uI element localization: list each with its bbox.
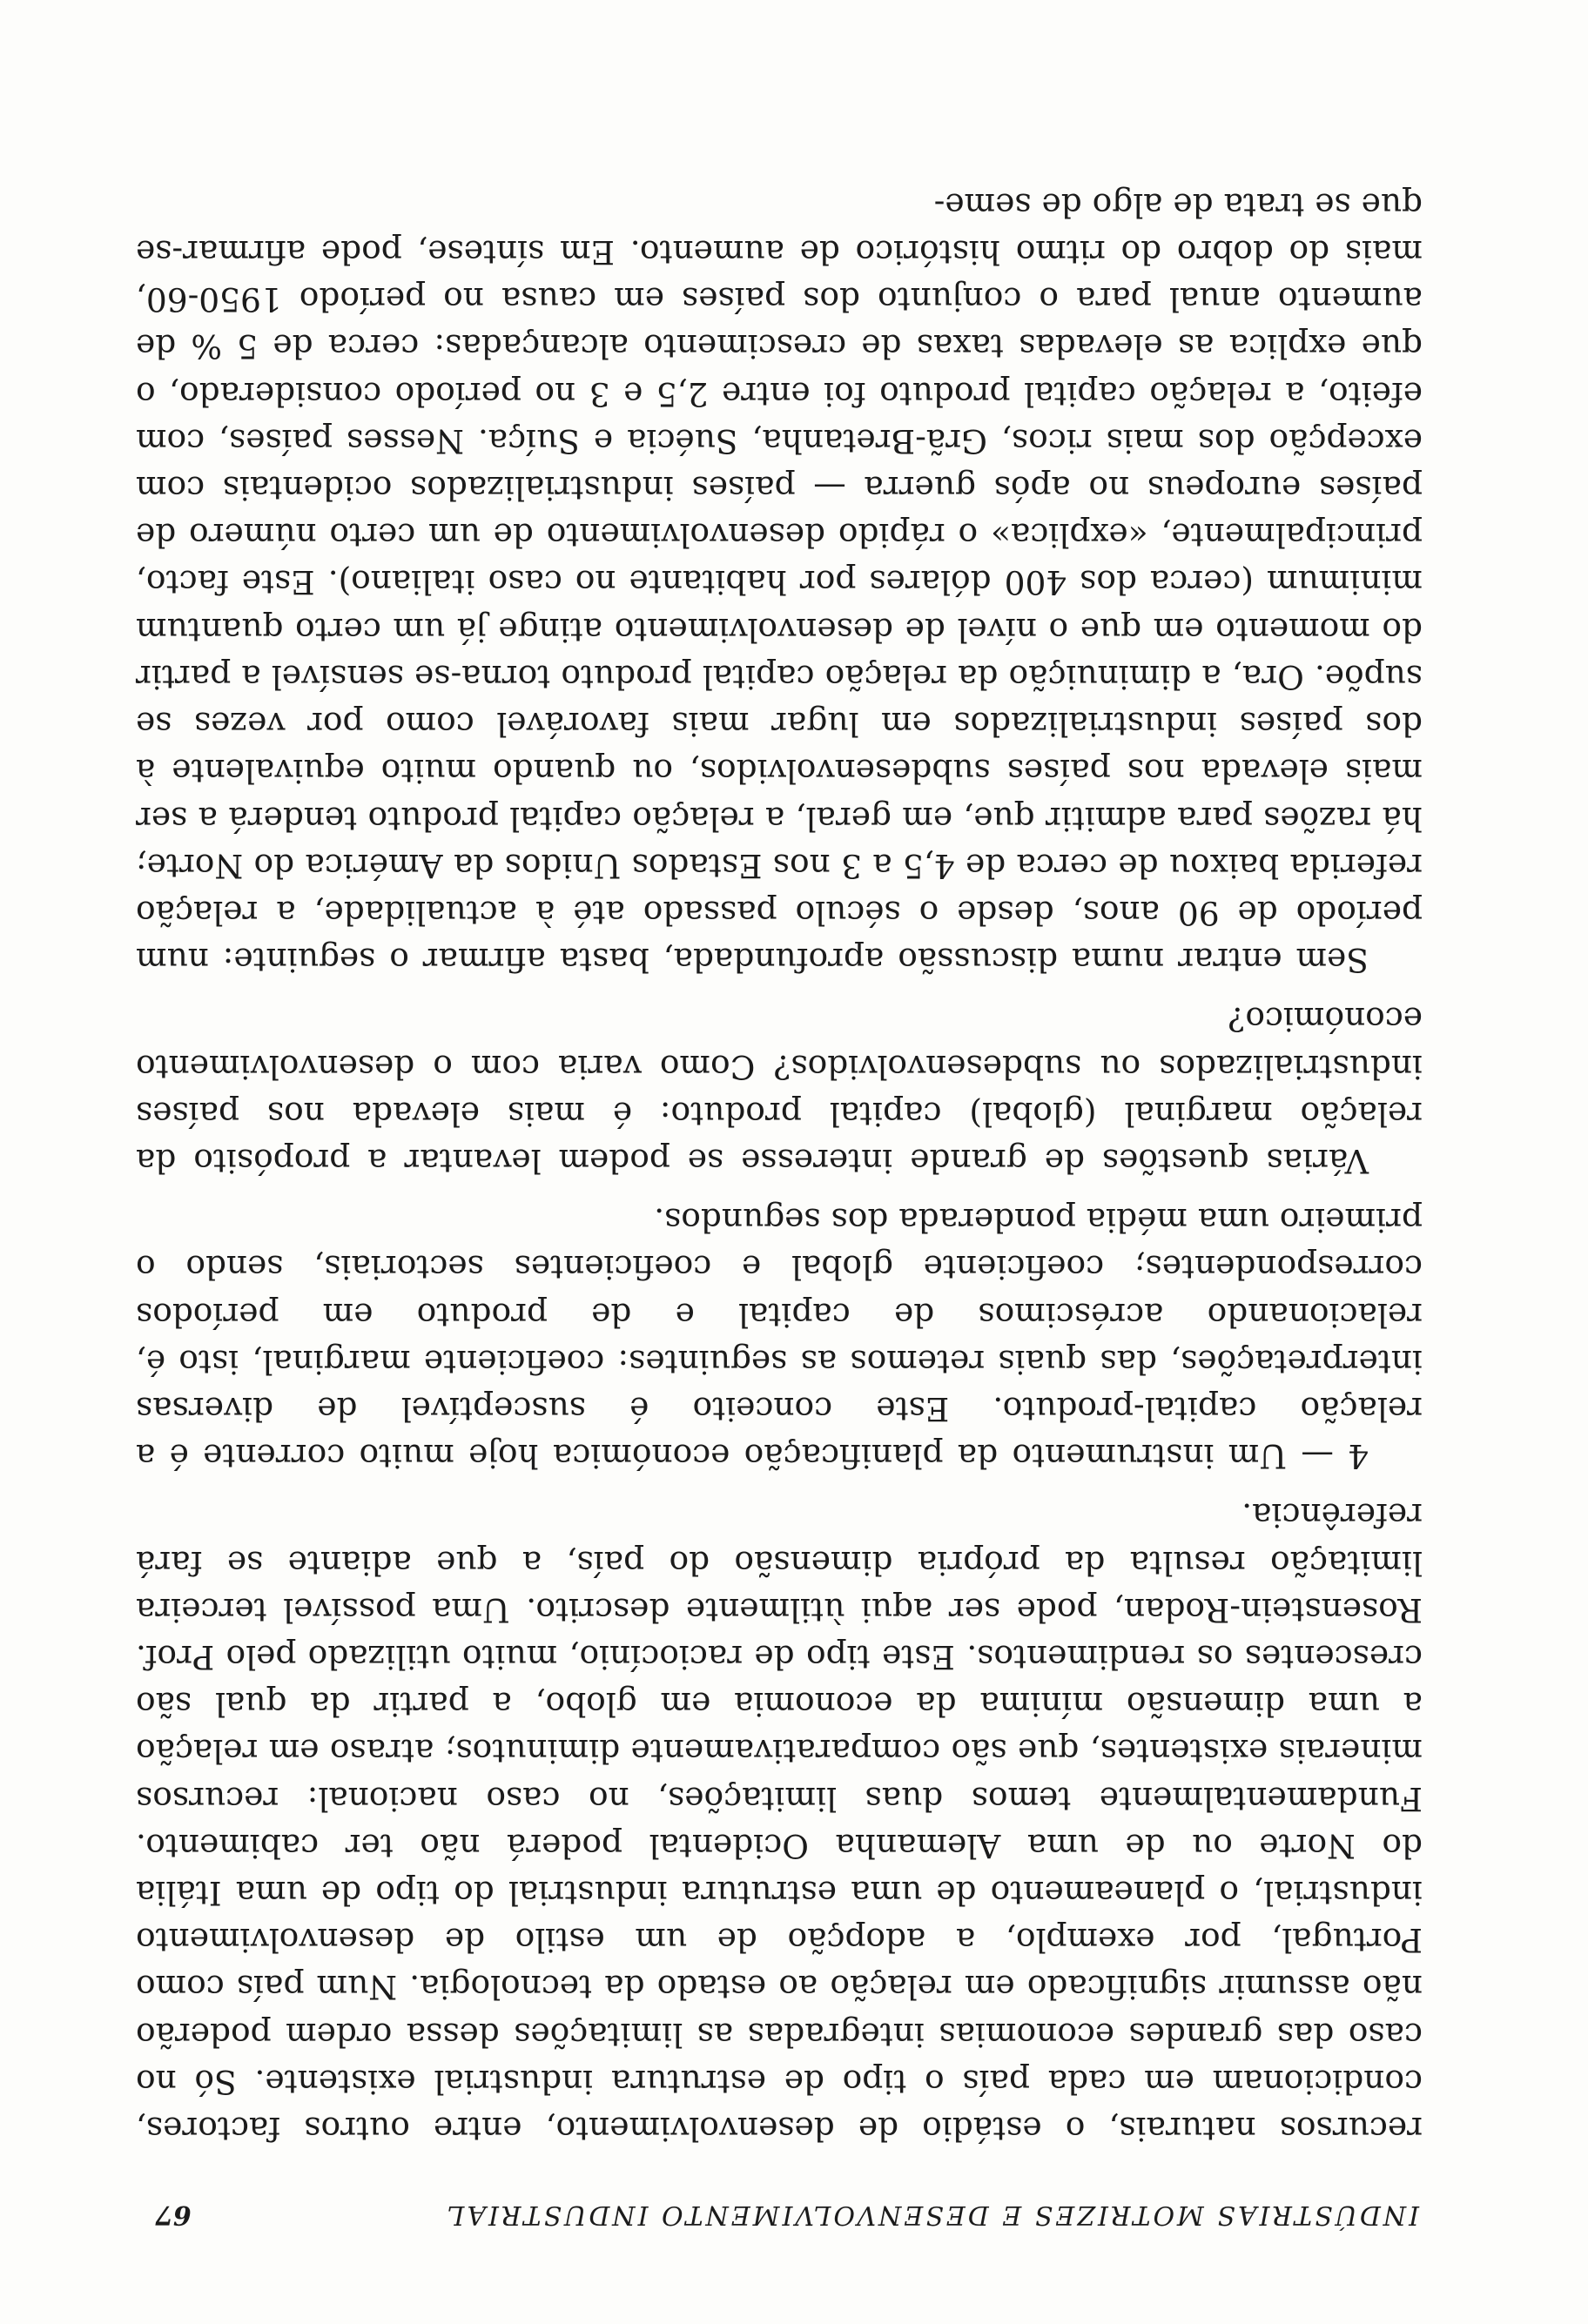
page-content	[136, 182, 1423, 2230]
page-number: 67	[155, 2200, 192, 2230]
running-title: INDÚSTRIAS MOTRIZES E DESENVOLVIMENTO INDUSTRIAL	[444, 2200, 1419, 2230]
paragraph-section-4: 4 — Um instrumento da planificação económica hoje muito corrente é a relação capital-produto. Este conceito é susceptível de diversas interpretações, das quais retemos as seguintes: coeficiente marginal, isto é, relacionando acréscimos de capital e de produto em períodos correspondentes; coeficiente global e coeficientes sectoriais, sendo o primeiro uma média ponderada dos segundos.	[136, 1201, 1423, 1476]
paragraph-questions: Várias questões de grande interesse se podem levantar a propósito da relação marginal (global) capital produto: é mais elevada nos países industrializados ou subdesenvolvidos? Como varia com o desenvolvimento económico?	[136, 1000, 1423, 1180]
paragraph-continued: recursos naturais, o estádio de desenvolvimento, entre outros factores, condicionam em cada país o tipo de estrutura industrial existente. Só no caso das grandes economias integradas as limitações dessa ordem poderão não assumir significado em relação ao estado da tecnologia. Num país como Portugal, por exemplo, a adopção de um estilo de desenvolvimento industrial, o planeamento de uma estrutura industrial do tipo de uma Itália do Norte ou de uma Alemanha Ocidental poderá não ter cabimento. Fundamentalmente temos duas limitações, no caso nacional: recursos minerais existentes, que são comparativamente diminutos; atraso em relação a uma dimensão mínima da economia em globo, a partir da qual são crescentes os rendimentos. Este tipo de raciocínio, muito utilizado pelo Prof. Rosenstein-Rodan, pode ser aqui ùtilmente descrito. Uma possível terceira limitação resulta da própria dimensão do país, a que adiante se fará referência.	[136, 1496, 1423, 2148]
paragraph-discussion: Sem entrar numa discussão aprofundada, basta afirmar o seguinte: num período de 90 anos, desde o século passado até à actualidade, a relação referida baixou de cerca de 4,5 a 3 nos Estados Unidos da América do Norte; há razões para admitir que, em geral, a relação capital produto tenderá a ser mais elevada nos países subdesenvolvidos, ou quando muito equivalente à dos países industrializados em lugar mais favorável como por vezes se supõe. Ora, a diminuição da relação capital produto torna-se sensível a partir do momento em que o nível de desenvolvimento atinge já um certo quantum minimum (cerca dos 400 dólares por habitante no caso italiano). Este facto, principalmente, «explica» o rápido desenvolvimento de um certo número de países europeus no após guerra — países industrializados ocidentais com excepção dos mais ricos, Grã-Bretanha, Suécia e Suíça. Nesses países, com efeito, a relação capital produto foi entre 2,5 e 3 no período considerado, o que explica as elevadas taxas de crescimento alcançadas: cerca de 5 % de aumento anual para o conjunto dos países em causa no período 1950-60, mais do dobro do ritmo histórico de aumento. Em síntese, pode afirmar-se que se trata de algo de seme-	[136, 185, 1423, 980]
running-header	[136, 2200, 1423, 2230]
